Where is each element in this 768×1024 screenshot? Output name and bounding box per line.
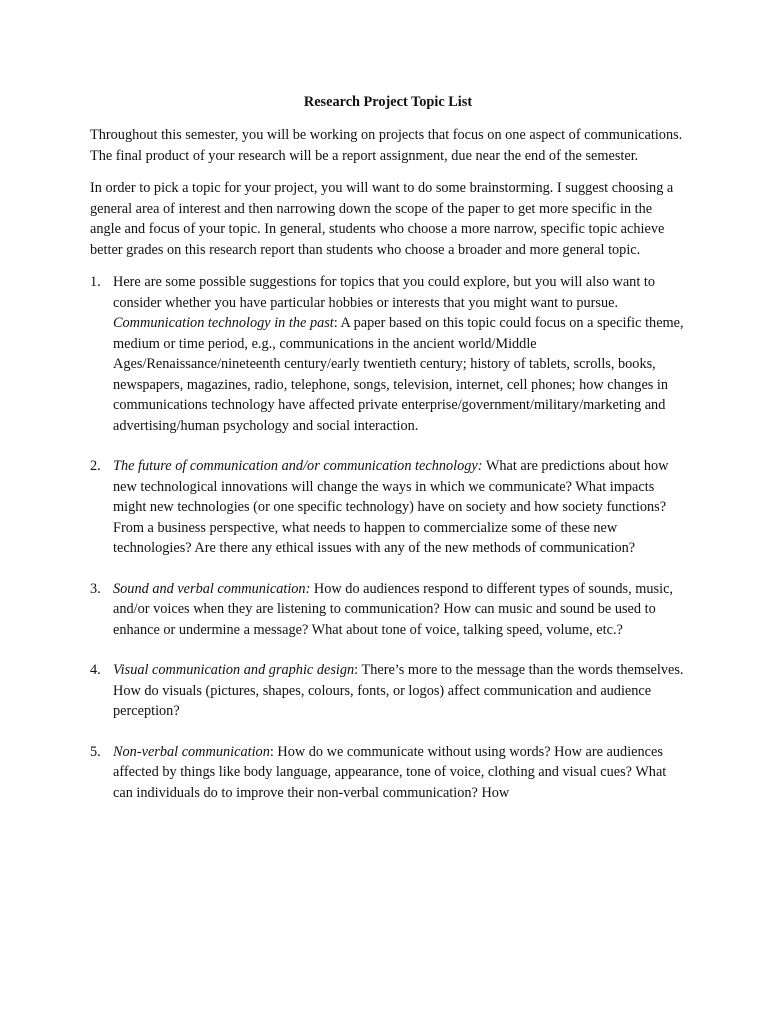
list-intro: Here are some possible suggestions for topics that you could explore, but you will also want to consider whether you have particular hobbies or interests that you might want to pursue. <box>113 274 655 311</box>
list-number: 2. <box>90 458 101 474</box>
topic-description: What are predictions about how new technological innovations will change the ways in which we communicate? What impacts might new technologies (or one specific technology) have on society and how society functions? From a business perspective, what needs to happen to commercialize some of these new technologies? Are there any ethical issues with any of the new methods of communication? <box>113 458 669 556</box>
page-title: Research Project Topic List <box>303 94 473 110</box>
topic-description: There’s more to the message than the words themselves. How do visuals (pictures, shapes, colours, fonts, or logos) affect communication and audience perception? <box>113 662 684 719</box>
document-page <box>90 92 686 823</box>
list-number: 4. <box>90 662 101 678</box>
list-number: 3. <box>90 580 101 597</box>
topic-list <box>90 272 686 803</box>
list-item <box>90 272 686 436</box>
topic-description: How do we communicate without using words? How are audiences affected by things like body language, appearance, tone of voice, clothing and visual cues? What can individuals do to improve their non-verbal communication? How <box>113 743 667 801</box>
topic-separator: : <box>354 662 359 678</box>
topic-description: A paper based on this topic could focus on a specific theme, medium or time period, e.g., communications in the ancient world/Middle Ages/Renaissance/nineteenth century/early twentieth century; history of tablets, scrolls, books, newspapers, magazines, radio, telephone, songs, television, internet, cell phones; how changes in communications technology have affected private enterprise/government/military/marketing and advertising/human psychology and social interaction. <box>113 315 684 434</box>
list-item <box>90 742 686 804</box>
topic-heading: Non-verbal communication <box>113 743 270 760</box>
list-item <box>90 456 686 559</box>
topic-heading: Communication technology in the past <box>113 315 334 331</box>
topic-separator: : <box>269 743 274 760</box>
topic-heading: Visual communication and graphic design <box>113 662 355 678</box>
list-number: 5. <box>90 743 101 760</box>
list-number: 1. <box>90 274 101 290</box>
topic-description: How do audiences respond to different types of sounds, music, and/or voices when they are listening to communication? How can music and sound be used to enhance or undermine a message? What about tone of voice, talking speed, volume, etc.? <box>113 580 673 638</box>
list-item <box>90 660 686 722</box>
topic-heading: Sound and verbal communication: <box>113 580 311 597</box>
list-item <box>90 579 686 641</box>
brainstorm-paragraph: In order to pick a topic for your project, you will want to do some brainstorming. I suggest choosing a general area of interest and then narrowing down the scope of the paper to get more specific in the angle and focus of your topic. In general, students who choose a more narrow, specific topic achieve better grades on this research report than students who choose a broader and more general topic. <box>90 180 674 258</box>
intro-paragraph: Throughout this semester, you will be working on projects that focus on one aspect of communications. The final product of your research will be a report assignment, due near the end of the semester. <box>90 127 683 164</box>
topic-heading: The future of communication and/or communication technology: <box>113 458 483 474</box>
topic-separator: : <box>333 315 338 331</box>
